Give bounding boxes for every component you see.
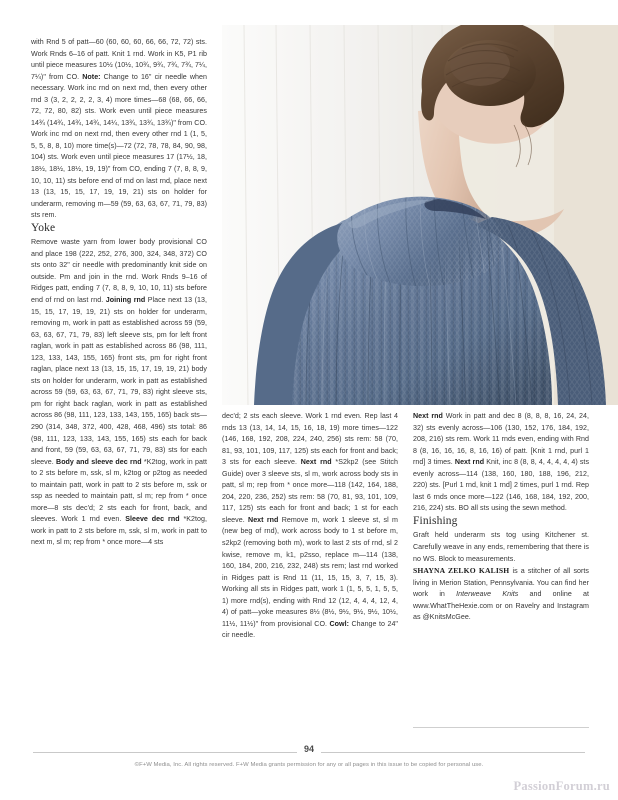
sleeve-dec-rnd-label: Sleeve dec rnd <box>125 515 180 524</box>
paragraph-body-continuation <box>31 37 207 222</box>
section-heading-finishing: Finishing <box>413 514 458 527</box>
page-number <box>0 744 618 754</box>
body-text-part-1: with Rnd 5 of patt—60 (60, 60, 60, 66, 66, 72, 72) sts. Work Rnds 6–16 of patt. Knit 1 rnd. Work in K5, P1 rib until piece measures 10½ (10½, 10¾, 9¾, 7¾, 7¾, 7¼, 7¼)" from CO. <box>31 38 207 81</box>
bio-divider-rule <box>413 727 589 728</box>
paragraph-finishing: Graft held underarm sts tog using Kitchener st. Carefully weave in any ends, remembering that there is no WS. Block to measurements. <box>413 531 589 563</box>
designer-name: SHAYNA ZELKO KALISH <box>413 566 510 576</box>
col2-text-part-2: *S2kp2 (see Stitch Guide) over 3 sleeve sts, sl m, work across body sts in patt, sl m; rep from * once more—118 (142, 164, 188, 204, 220, 236, 252) sts rem: 58 (70, 81, 93, 101, 109, 117, 125) sts each for front and back; 1 st for each sleeve. <box>222 458 398 524</box>
next-rnd-label-4: Next rnd <box>454 458 485 467</box>
paragraph-yoke <box>31 237 207 549</box>
joining-rnd-label: Joining rnd <box>105 295 146 304</box>
col2-text-part-1: dec'd; 2 sts each sleeve. Work 1 rnd even. Rep last 4 rnds 13 (13, 14, 14, 15, 16, 18, 19) more times—122 (146, 168, 192, 208, 224, 240, 256) sts rem: 58 (70, 81, 93, 101, 109, 117, 125) sts each for front and back; 3 sts for each sleeve. <box>222 412 398 467</box>
column-three <box>413 411 589 624</box>
section-heading-yoke: Yoke <box>31 221 56 234</box>
yoke-text-part-3: *K2tog, work in patt to 2 sts before m, ssk, sl m, k2tog or p2tog as needed to maintain patt, work in patt to 2 sts before m, ssk or ssp as needed to maintain patt, sl m; rep from * once more—8 sts dec'd; 2 sts each for front, back, and sleeves. Work 1 rnd even. <box>31 457 207 524</box>
column-one-top <box>31 37 207 549</box>
yoke-text-part-2: Place next 13 (13, 15, 15, 17, 19, 19, 21) sts on holder for underarm, removing m, work in patt as established across 59 (59, 63, 63, 67, 71, 79, 83) left sleeve sts, pm for left front raglan, work in patt as established across 86 (98, 111, 123, 133, 143, 155, 165) front sts, pm for right front raglan, place next 13 (13, 15, 15, 17, 19, 19, 21) body sts on holder for underarm, work in patt as established across 59 (59, 63, 63, 67, 71, 79, 83) right sleeve sts, pm for right back raglan, work in patt as established across 86 (98, 111, 123, 133, 143, 155, 165) back sts—290 (314, 348, 372, 400, 428, 468, 496) sts total: 86 (98, 111, 123, 133, 143, 155, 165) sts each for back and front, 59 (59, 63, 63, 67, 71, 79, 83) sts for each sleeve. <box>31 295 207 466</box>
col2-text-part-4: Change to 24" cir needle. <box>222 619 398 640</box>
next-rnd-label-1: Next rnd <box>300 458 332 467</box>
bio-text-part-1: is a stitcher of all sorts living in Merion Station, Pennsylvania. You can find her work in <box>413 567 589 599</box>
yoke-text-part-4: *K2tog, work in patt to 2 sts before m, ssk, sl m, work in patt to next m, sl m; rep from * once more—4 sts <box>31 515 207 547</box>
col2-text-part-3: Remove m, work 1 sleeve st, sl m (new beg of rnd), work across body to 1 st before m, s2kp2 (removing both m), work to last 2 sts of rnd, sl 2 kwise, remove m, k1, p2sso, replace m—114 (138, 160, 184, 200, 216, 232, 248) sts rem; last rnd worked in Ridges patt is Rnd 11 (11, 15, 15, 3, 7, 15, 3). Working all sts in Ridges patt, work 1 (1, 5, 5, 1, 5, 5, 1) more rnd(s), ending with Rnd 12 (12, 4, 4, 4, 12, 4, 4) of patt—yoke measures 8½ (8½, 9½, 9½, 9½, 10½, 11½, 11½)" from provisional CO. <box>222 515 398 628</box>
yoke-text-part-1: Remove waste yarn from lower body provisional CO and place 198 (222, 252, 276, 300, 324, 348, 372) CO sts onto 32" cir needle with predominantly knit side on outside. Pm and join in the rnd. Work Rnds 9–16 of Ridges patt, ending 7 (7, 8, 8, 9, 10, 10, 11) sts before end of rnd on last rnd. <box>31 238 207 304</box>
col3-text-part-1: Work in patt and dec 8 (8, 8, 8, 16, 24, 24, 32) sts evenly across—106 (130, 152, 176, 184, 192, 208, 216) sts rem. Work 11 rnds even, ending with Rnd 8 (8, 16, 16, 16, 8, 16, 16) of patt. [Knit 1 rnd, purl 1 rnd] 3 times. <box>413 412 589 467</box>
note-label: Note: <box>82 72 101 81</box>
next-rnd-label-3: Next rnd <box>413 412 443 420</box>
body-sleeve-dec-rnd-label: Body and sleeve dec rnd <box>56 457 142 466</box>
site-watermark: PassionForum.ru <box>513 779 610 793</box>
designer-bio <box>413 565 589 624</box>
paragraph-yoke-continued <box>222 411 398 642</box>
paragraph-cowl-continued <box>413 411 589 515</box>
column-two <box>222 411 398 642</box>
bio-text-part-2: and online at www.WhatTheHexie.com or on Ravelry and Instagram as @KnitsMcGee. <box>413 590 589 622</box>
copyright-notice: ©F+W Media, Inc. All rights reserved. F+W Media grants permission for any or all pages in this issue to be copied for personal use. <box>134 762 484 768</box>
col3-text-part-2: Knit, inc 8 (8, 8, 4, 4, 4, 4, 4) sts evenly across—114 (138, 160, 180, 188, 196, 212, 220) sts. [Purl 1 rnd, knit 1 rnd] 2 times, purl 1 rnd. Rep last 6 rnds once more—122 (146, 168, 184, 192, 200, 216, 224) sts. BO all sts using the sewn method. <box>413 458 590 513</box>
cowl-label: Cowl: <box>329 619 349 628</box>
body-text-part-2: Change to 16" cir needle when necessary. Work inc rnd on next rnd, then every other rnd 3 (3, 2, 2, 2, 2, 3, 4) more times—68 (68, 66, 66, 72, 72, 80, 82) sts. Work even until piece measures 14¾ (14¾, 14¾, 14¾, 14¼, 13¾, 13¾, 13¾)" from CO. Work inc rnd on next rnd, then every other rnd 1 (1, 5, 5, 5, 8, 8, 10) more time(s)—72 (72, 78, 78, 84, 90, 98, 104) sts. Work even until piece measures 17 (17½, 18, 18½, 18½, 18½, 19, 19)" from CO, ending 7 (7, 8, 8, 9, 10, 10, 11) sts before end of rnd on last rnd, place next 13 (13, 15, 15, 17, 19, 19, 21) sts on holder for underarm, removing m—59 (59, 63, 63, 67, 71, 79, 83) sts rem. <box>31 72 208 220</box>
product-photo <box>222 25 618 405</box>
next-rnd-label-2: Next rnd <box>248 515 279 524</box>
publication-title: Interweave Knits <box>456 590 519 599</box>
photo-illustration <box>222 25 618 405</box>
page-number-value: 94 <box>297 744 321 754</box>
